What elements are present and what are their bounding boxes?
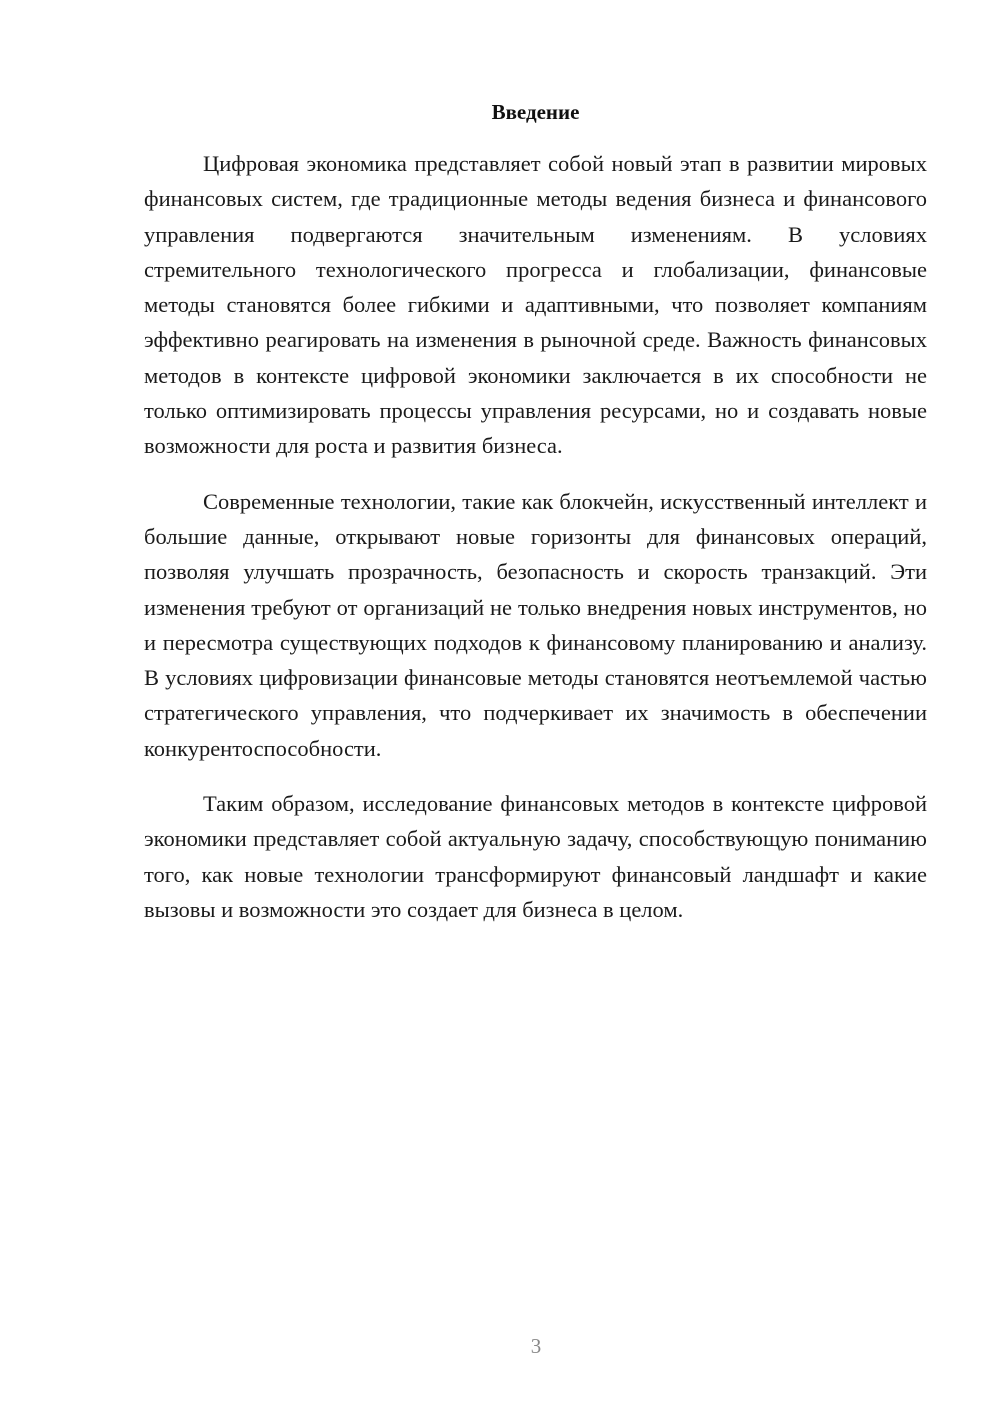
paragraph-3: Таким образом, исследование финансовых методов в контексте цифровой экономики представляет собой актуальную задачу, способствующую пониманию того, как новые технологии трансформируют финансовый ландшафт и какие вызовы и возможности это создает для бизнеса в целом. (144, 791, 927, 922)
section-title: Введение (491, 100, 580, 124)
page-content (144, 96, 927, 927)
paragraph-1: Цифровая экономика представляет собой новый этап в развитии мировых финансовых систем, где традиционные методы ведения бизнеса и финансового управления подвергаются значительным изменениям. В условиях стремительного технологического прогресса и глобализации, финансовые методы становятся более гибкими и адаптивными, что позволяет компаниям эффективно реагировать на изменения в рыночной среде. Важность финансовых методов в контексте цифровой экономики заключается в их способности не только оптимизировать процессы управления ресурсами, но и создавать новые возможности для роста и развития бизнеса. (144, 151, 927, 459)
paragraph-2: Современные технологии, такие как блокчейн, искусственный интеллект и большие данные, открывают новые горизонты для финансовых операций, позволяя улучшать прозрачность, безопасность и скорость транзакций. Эти изменения требуют от организаций не только внедрения новых инструментов, но и пересмотра существующих подходов к финансовому планированию и анализу. В условиях цифровизации финансовые методы становятся неотъемлемой частью стратегического управления, что подчеркивает их значимость в обеспечении конкурентоспособности. (144, 488, 927, 761)
page-number: 3 (530, 1334, 542, 1358)
